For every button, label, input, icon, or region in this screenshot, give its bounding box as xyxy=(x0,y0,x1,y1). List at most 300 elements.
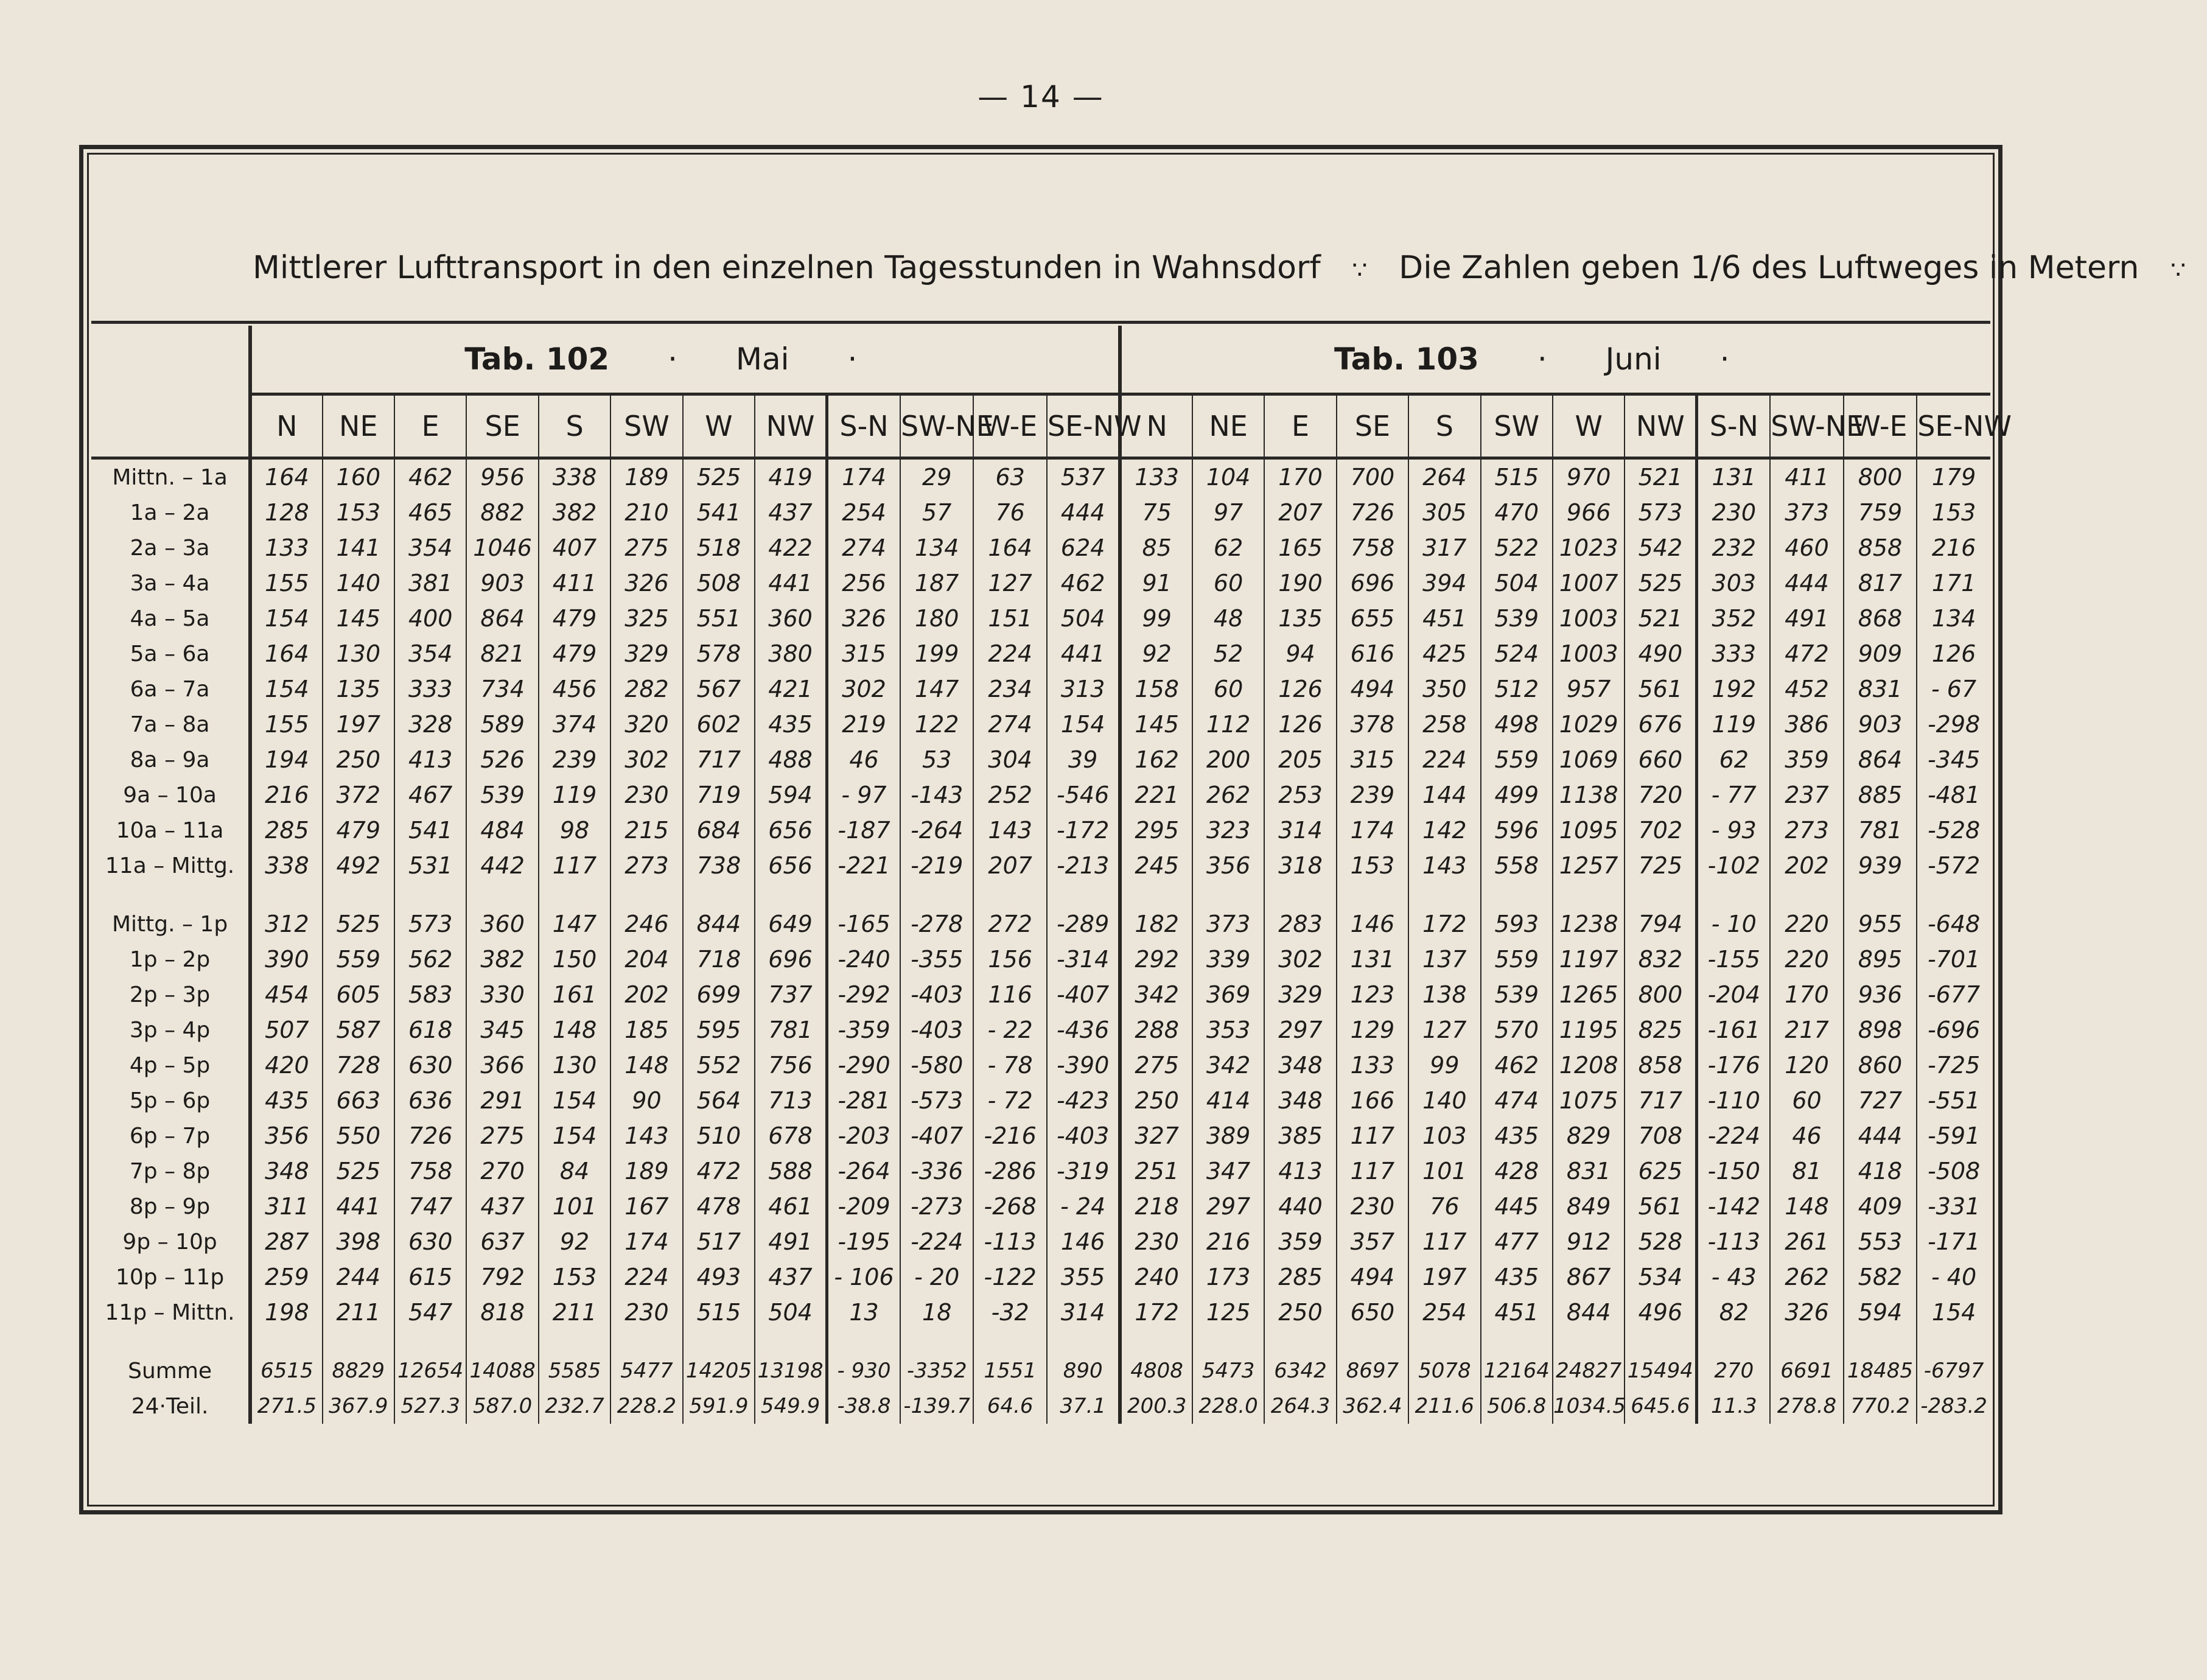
table-cell: 390 xyxy=(250,942,322,977)
title-separator: ∵ xyxy=(1352,256,1368,284)
table-cell: 180 xyxy=(900,601,973,636)
summary-row xyxy=(91,1353,1990,1388)
table-cell: 650 xyxy=(1337,1295,1408,1330)
table-cell: 117 xyxy=(539,848,610,883)
spacer-cell xyxy=(1553,883,1625,906)
table-cell: 126 xyxy=(1264,707,1336,742)
table-cell: 285 xyxy=(250,813,322,848)
table-cell: 158 xyxy=(1120,671,1192,707)
spacer-cell xyxy=(250,883,322,906)
table-cell: 800 xyxy=(1844,458,1917,495)
table-cell: 504 xyxy=(1047,601,1121,636)
table-cell: 287 xyxy=(250,1224,322,1259)
table-cell: 295 xyxy=(1120,813,1192,848)
column-header: S-N xyxy=(1697,394,1770,458)
table-row xyxy=(91,848,1990,883)
table-cell: -38.8 xyxy=(827,1388,900,1424)
row-label: Mittg. – 1p xyxy=(91,906,250,942)
table-cell: 5585 xyxy=(539,1353,610,1388)
table-cell: 409 xyxy=(1844,1189,1917,1224)
spacer-cell xyxy=(755,1330,827,1353)
table-cell: 1195 xyxy=(1553,1012,1625,1048)
spacer-cell xyxy=(1264,883,1336,906)
table-cell: -221 xyxy=(827,848,900,883)
table-cell: 1003 xyxy=(1553,636,1625,671)
group-header-mai xyxy=(250,326,1120,394)
table-cell: - 930 xyxy=(827,1353,900,1388)
table-cell: 230 xyxy=(610,777,682,813)
table-cell: 170 xyxy=(1264,458,1336,495)
table-cell: -508 xyxy=(1927,1158,1981,1185)
table-cell: 60 xyxy=(1192,671,1264,707)
row-label: 6p – 7p xyxy=(91,1118,250,1153)
table-cell: 64.6 xyxy=(973,1388,1046,1424)
table-cell: 328 xyxy=(394,707,466,742)
table-cell: 758 xyxy=(394,1153,466,1189)
table-cell: -213 xyxy=(1047,848,1121,883)
table-cell: 150 xyxy=(539,942,610,977)
spacer-cell xyxy=(1770,883,1843,906)
table-cell: 320 xyxy=(610,707,682,742)
table-cell: 207 xyxy=(1264,495,1336,530)
table-cell: 11.3 xyxy=(1697,1388,1770,1424)
table-cell: 278.8 xyxy=(1770,1388,1843,1424)
table-cell: 302 xyxy=(827,671,900,707)
table-cell: - 77 xyxy=(1697,777,1770,813)
table-cell: 256 xyxy=(827,565,900,601)
table-cell: -155 xyxy=(1697,942,1770,977)
table-row xyxy=(91,530,1990,565)
table-cell: 250 xyxy=(1120,1083,1192,1118)
table-cell: 130 xyxy=(539,1048,610,1083)
table-cell: 275 xyxy=(466,1118,538,1153)
table-cell: -436 xyxy=(1047,1012,1121,1048)
table-cell: 165 xyxy=(1264,530,1336,565)
table-cell: 559 xyxy=(323,942,394,977)
table-cell: 413 xyxy=(394,742,466,777)
table-cell: 92 xyxy=(539,1224,610,1259)
table-cell: 357 xyxy=(1337,1224,1408,1259)
table-cell: -172 xyxy=(1047,813,1121,848)
table-cell: 154 xyxy=(250,601,322,636)
table-cell: -403 xyxy=(900,977,973,1012)
table-cell: -209 xyxy=(827,1189,900,1224)
table-cell: 781 xyxy=(755,1012,827,1048)
table-cell: - 22 xyxy=(973,1012,1046,1048)
table-cell: 133 xyxy=(1120,458,1192,495)
row-label: 6a – 7a xyxy=(91,671,250,707)
table-cell: 898 xyxy=(1844,1012,1917,1048)
table-cell: 542 xyxy=(1625,530,1696,565)
table-cell: 353 xyxy=(1192,1012,1264,1048)
table-cell: 148 xyxy=(1770,1189,1843,1224)
spacer-cell xyxy=(1408,883,1480,906)
table-cell: -6797 xyxy=(1923,1359,1984,1383)
spacer-cell xyxy=(1917,1330,1990,1353)
spacer-cell xyxy=(466,1330,538,1353)
table-cell: -283.2 xyxy=(1920,1394,1987,1418)
table-cell: 204 xyxy=(610,942,682,977)
column-header: S xyxy=(539,394,610,458)
table-cell: 435 xyxy=(1481,1118,1553,1153)
table-cell: 864 xyxy=(466,601,538,636)
table-cell: 832 xyxy=(1625,942,1696,977)
row-label: 1p – 2p xyxy=(91,942,250,977)
table-cell: 270 xyxy=(1697,1353,1770,1388)
table-cell: -298 xyxy=(1927,711,1981,738)
table-row xyxy=(91,1259,1990,1295)
table-cell: 262 xyxy=(1770,1259,1843,1295)
table-cell: 145 xyxy=(1120,707,1192,742)
table-cell: 596 xyxy=(1481,813,1553,848)
table-cell: 547 xyxy=(394,1295,466,1330)
row-label: 5a – 6a xyxy=(91,636,250,671)
table-row xyxy=(91,906,1990,942)
table-cell: 756 xyxy=(755,1048,827,1083)
row-label: 10p – 11p xyxy=(91,1259,250,1295)
table-cell: 525 xyxy=(323,1153,394,1189)
table-cell: 444 xyxy=(1047,495,1121,530)
row-label: 5p – 6p xyxy=(91,1083,250,1118)
table-cell: 75 xyxy=(1120,495,1192,530)
table-cell: -648 xyxy=(1927,911,1981,937)
table-cell: -165 xyxy=(827,906,900,942)
spacer-cell xyxy=(1408,1330,1480,1353)
table-cell: 76 xyxy=(1408,1189,1480,1224)
table-cell: 318 xyxy=(1264,848,1336,883)
table-cell: 526 xyxy=(466,742,538,777)
table-cell: 347 xyxy=(1192,1153,1264,1189)
table-cell: 273 xyxy=(1770,813,1843,848)
table-cell: 818 xyxy=(466,1295,538,1330)
table-cell: 551 xyxy=(683,601,755,636)
table-cell: 76 xyxy=(973,495,1046,530)
table-cell: 130 xyxy=(323,636,394,671)
table-cell: 398 xyxy=(323,1224,394,1259)
table-cell: 567 xyxy=(683,671,755,707)
table-cell: 645.6 xyxy=(1625,1388,1696,1424)
spacer-cell xyxy=(1120,1330,1192,1353)
table-cell: - 93 xyxy=(1697,813,1770,848)
column-header: E xyxy=(1264,394,1336,458)
table-cell: 831 xyxy=(1553,1153,1625,1189)
spacer-cell xyxy=(610,883,682,906)
table-cell: 382 xyxy=(466,942,538,977)
table-cell: 207 xyxy=(973,848,1046,883)
table-cell: -591 xyxy=(1927,1122,1981,1149)
table-cell: 360 xyxy=(466,906,538,942)
table-cell: 314 xyxy=(1047,1295,1121,1330)
table-cell: 821 xyxy=(466,636,538,671)
table-cell: 244 xyxy=(323,1259,394,1295)
table-row xyxy=(91,1118,1990,1153)
spacer-cell xyxy=(1697,883,1770,906)
table-cell: 220 xyxy=(1770,906,1843,942)
table-cell: 1551 xyxy=(973,1353,1046,1388)
table-cell: 618 xyxy=(394,1012,466,1048)
table-cell: 462 xyxy=(1481,1048,1553,1083)
table-cell: 264.3 xyxy=(1264,1388,1336,1424)
table-cell: 117 xyxy=(1337,1153,1408,1189)
table-cell: 155 xyxy=(250,565,322,601)
table-cell: 553 xyxy=(1844,1224,1917,1259)
table-cell: 161 xyxy=(539,977,610,1012)
table-cell: 550 xyxy=(323,1118,394,1153)
table-cell: 465 xyxy=(394,495,466,530)
dot-separator: · xyxy=(1719,341,1730,377)
table-cell: 197 xyxy=(1408,1259,1480,1295)
table-cell: 211 xyxy=(539,1295,610,1330)
table-cell: 957 xyxy=(1553,671,1625,707)
title-separator: ∵ xyxy=(2170,256,2186,284)
table-cell: 474 xyxy=(1481,1083,1553,1118)
table-cell: 103 xyxy=(1408,1118,1480,1153)
table-cell: 844 xyxy=(683,906,755,942)
row-label: 7p – 8p xyxy=(91,1153,250,1189)
table-cell: 174 xyxy=(827,458,900,495)
table-cell: -161 xyxy=(1697,1012,1770,1048)
table-cell: 303 xyxy=(1697,565,1770,601)
table-cell: -725 xyxy=(1927,1052,1981,1079)
table-cell: 215 xyxy=(610,813,682,848)
table-cell: 499 xyxy=(1481,777,1553,813)
table-cell: 355 xyxy=(1047,1259,1121,1295)
table-cell: 228.2 xyxy=(610,1388,682,1424)
table-cell: 153 xyxy=(1337,848,1408,883)
table-cell: 123 xyxy=(1337,977,1408,1012)
table-cell: 517 xyxy=(683,1224,755,1259)
table-cell: 119 xyxy=(539,777,610,813)
table-cell: 6691 xyxy=(1770,1353,1843,1388)
table-cell: 62 xyxy=(1697,742,1770,777)
table-cell: -289 xyxy=(1047,906,1121,942)
table-cell: 1257 xyxy=(1553,848,1625,883)
table-cell: 326 xyxy=(827,601,900,636)
table-cell: -677 xyxy=(1927,981,1981,1008)
table-cell: 12164 xyxy=(1481,1353,1553,1388)
table-cell: -273 xyxy=(900,1189,973,1224)
table-cell: 127 xyxy=(973,565,1046,601)
spacer-cell xyxy=(1047,883,1121,906)
table-cell: 515 xyxy=(683,1295,755,1330)
table-cell: 199 xyxy=(900,636,973,671)
table-cell: 440 xyxy=(1264,1189,1336,1224)
column-header: S xyxy=(1408,394,1480,458)
spacer-row xyxy=(91,883,1990,906)
table-cell: 437 xyxy=(755,495,827,530)
tab-label: Tab. 102 xyxy=(464,341,610,377)
table-cell: 98 xyxy=(539,813,610,848)
table-cell: 194 xyxy=(250,742,322,777)
table-cell: 282 xyxy=(610,671,682,707)
row-label: 9p – 10p xyxy=(91,1224,250,1259)
table-cell: 327 xyxy=(1120,1118,1192,1153)
table-cell: 6342 xyxy=(1264,1353,1336,1388)
table-cell: 313 xyxy=(1047,671,1121,707)
table-cell: -204 xyxy=(1697,977,1770,1012)
table-cell: - 78 xyxy=(973,1048,1046,1083)
table-cell: 558 xyxy=(1481,848,1553,883)
table-cell: 849 xyxy=(1553,1189,1625,1224)
spacer-cell xyxy=(394,1330,466,1353)
table-cell: 174 xyxy=(610,1224,682,1259)
table-cell: 382 xyxy=(539,495,610,530)
table-cell: -546 xyxy=(1047,777,1121,813)
table-cell: 330 xyxy=(466,977,538,1012)
table-cell: 252 xyxy=(973,777,1046,813)
table-cell: 271.5 xyxy=(250,1388,322,1424)
table-cell: 57 xyxy=(900,495,973,530)
table-cell: 506.8 xyxy=(1481,1388,1553,1424)
table-cell: 216 xyxy=(1192,1224,1264,1259)
table-cell: 154 xyxy=(250,671,322,707)
column-header: SW-NE xyxy=(1770,394,1843,458)
table-cell: 737 xyxy=(755,977,827,1012)
spacer-cell xyxy=(1337,883,1408,906)
row-label: 4a – 5a xyxy=(91,601,250,636)
table-cell: 232 xyxy=(1697,530,1770,565)
table-cell: 326 xyxy=(610,565,682,601)
table-cell: -423 xyxy=(1047,1083,1121,1118)
column-header: N xyxy=(250,394,322,458)
spacer-cell xyxy=(250,1330,322,1353)
table-cell: 903 xyxy=(1844,707,1917,742)
row-label: 1a – 2a xyxy=(91,495,250,530)
table-cell: 275 xyxy=(1120,1048,1192,1083)
spacer-cell xyxy=(1481,1330,1553,1353)
table-body xyxy=(91,458,1990,1424)
table-cell: 261 xyxy=(1770,1224,1843,1259)
column-header: E xyxy=(394,394,466,458)
column-header: W-E xyxy=(1844,394,1917,458)
table-cell: 170 xyxy=(1770,977,1843,1012)
table-cell: - 97 xyxy=(827,777,900,813)
table-row xyxy=(91,1295,1990,1330)
table-cell: 895 xyxy=(1844,942,1917,977)
spacer-cell xyxy=(900,883,973,906)
spacer-cell xyxy=(1120,883,1192,906)
table-cell: 939 xyxy=(1844,848,1917,883)
table-cell: 422 xyxy=(755,530,827,565)
table-cell: -142 xyxy=(1697,1189,1770,1224)
table-cell: -139.7 xyxy=(900,1388,973,1424)
table-cell: 333 xyxy=(1697,636,1770,671)
spacer-cell xyxy=(539,1330,610,1353)
table-cell: 507 xyxy=(250,1012,322,1048)
table-cell: 245 xyxy=(1120,848,1192,883)
table-cell: 197 xyxy=(323,707,394,742)
row-label: Mittn. – 1a xyxy=(91,458,250,495)
table-cell: 224 xyxy=(973,636,1046,671)
table-cell: 112 xyxy=(1192,707,1264,742)
table-cell: 428 xyxy=(1481,1153,1553,1189)
table-cell: 240 xyxy=(1120,1259,1192,1295)
table-cell: 140 xyxy=(1408,1083,1480,1118)
table-cell: 104 xyxy=(1192,458,1264,495)
table-cell: 250 xyxy=(1264,1295,1336,1330)
column-header: NW xyxy=(755,394,827,458)
table-cell: 367.9 xyxy=(323,1388,394,1424)
table-cell: 354 xyxy=(394,636,466,671)
table-cell: 831 xyxy=(1844,671,1917,707)
table-cell: -102 xyxy=(1697,848,1770,883)
table-cell: -331 xyxy=(1927,1193,1981,1220)
table-cell: -701 xyxy=(1927,946,1981,973)
table-cell: -240 xyxy=(827,942,900,977)
table-cell: 143 xyxy=(1408,848,1480,883)
table-cell: 413 xyxy=(1264,1153,1336,1189)
table-cell: 1197 xyxy=(1553,942,1625,977)
table-cell: 270 xyxy=(466,1153,538,1189)
table-cell: 719 xyxy=(683,777,755,813)
spacer-cell xyxy=(91,1330,250,1353)
table-cell: 515 xyxy=(1481,458,1553,495)
table-cell: 656 xyxy=(755,813,827,848)
table-cell: 329 xyxy=(610,636,682,671)
table-cell: -572 xyxy=(1927,852,1981,879)
table-cell: 342 xyxy=(1120,977,1192,1012)
table-cell: 164 xyxy=(973,530,1046,565)
column-header: SE xyxy=(466,394,538,458)
table-cell: 185 xyxy=(610,1012,682,1048)
table-cell: 85 xyxy=(1120,530,1192,565)
table-cell: 232.7 xyxy=(539,1388,610,1424)
table-cell: 134 xyxy=(1931,605,1976,632)
spacer-cell xyxy=(539,883,610,906)
spacer-cell xyxy=(610,1330,682,1353)
table-cell: 479 xyxy=(539,636,610,671)
table-cell: 479 xyxy=(539,601,610,636)
table-cell: 94 xyxy=(1264,636,1336,671)
column-header: W xyxy=(683,394,755,458)
table-cell: 758 xyxy=(1337,530,1408,565)
table-cell: 162 xyxy=(1120,742,1192,777)
spacer-cell xyxy=(900,1330,973,1353)
table-row xyxy=(91,565,1990,601)
dot-separator: · xyxy=(1537,341,1547,377)
spacer-cell xyxy=(755,883,827,906)
table-cell: 587.0 xyxy=(466,1388,538,1424)
table-cell: 781 xyxy=(1844,813,1917,848)
table-cell: 338 xyxy=(539,458,610,495)
table-cell: 151 xyxy=(973,601,1046,636)
table-cell: 444 xyxy=(1844,1118,1917,1153)
table-cell: 52 xyxy=(1192,636,1264,671)
table-cell: 239 xyxy=(539,742,610,777)
table-cell: 179 xyxy=(1931,464,1976,491)
table-cell: 602 xyxy=(683,707,755,742)
table-cell: 48 xyxy=(1192,601,1264,636)
table-cell: 323 xyxy=(1192,813,1264,848)
table-cell: 148 xyxy=(539,1012,610,1048)
column-header: SW-NE xyxy=(900,394,973,458)
table-cell: 537 xyxy=(1047,458,1121,495)
table-cell: 493 xyxy=(683,1259,755,1295)
table-cell: 616 xyxy=(1337,636,1408,671)
table-cell: 825 xyxy=(1625,1012,1696,1048)
table-cell: 508 xyxy=(683,565,755,601)
table-cell: 13198 xyxy=(755,1353,827,1388)
table-cell: 437 xyxy=(755,1259,827,1295)
table-cell: 362.4 xyxy=(1337,1388,1408,1424)
table-cell: 1208 xyxy=(1553,1048,1625,1083)
table-cell: 656 xyxy=(755,848,827,883)
table-cell: -290 xyxy=(827,1048,900,1083)
table-row xyxy=(91,601,1990,636)
table-cell: 147 xyxy=(900,671,973,707)
table-cell: 171 xyxy=(1931,570,1976,597)
table-cell: 134 xyxy=(900,530,973,565)
